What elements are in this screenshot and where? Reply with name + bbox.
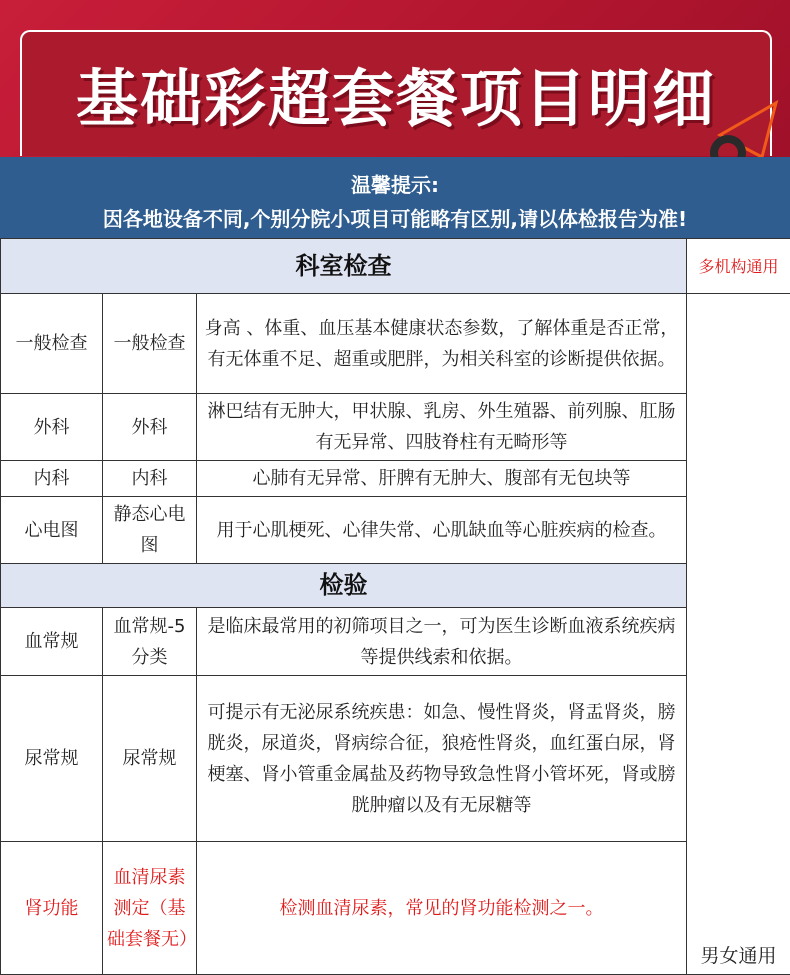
row-description: 可提示有无泌尿系统疾患：如急、慢性肾炎，肾盂肾炎，膀胱炎，尿道炎，肾病综合征，狼疮性肾炎，血红蛋白尿，肾梗塞、肾小管重金属盐及药物导致急性肾小管坏死，肾或膀胱肿瘤以及有无尿糖等 [197,676,687,842]
row-item: 静态心电图 [103,497,197,564]
section-dept-title: 科室检查 [1,239,687,294]
row-description: 是临床最常用的初筛项目之一，可为医生诊断血液系统疾病等提供线索和依据。 [197,608,687,676]
notice-bar [0,157,790,238]
row-category: 一般检查 [1,294,103,394]
row-category: 内科 [1,461,103,497]
row-description: 心肺有无异常、肝脾有无肿大、腹部有无包块等 [197,461,687,497]
row-category: 心电图 [1,497,103,564]
notice-title: 温馨提示: [0,169,790,198]
row-category: 血常规 [1,608,103,676]
scope-label: 多机构通用 [687,239,790,294]
row-item: 外科 [103,394,197,461]
row-item: 血清尿素测定（基础套餐无） [103,842,197,975]
row-description: 用于心肌梗死、心律失常、心肌缺血等心脏疾病的检查。 [197,497,687,564]
row-description: 淋巴结有无肿大，甲状腺、乳房、外生殖器、前列腺、肛肠有无异常、四肢脊柱有无畸形等 [197,394,687,461]
page-title: 基础彩超套餐项目明细 [20,30,772,156]
row-category: 外科 [1,394,103,461]
row-description: 身高 、体重、血压基本健康状态参数，了解体重是否正常，有无体重不足、超重或肥胖，为相关科室的诊断提供依据。 [197,294,687,394]
gender-label: 男女通用 [687,294,790,975]
notice-text: 因各地设备不同,个别分院小项目可能略有区别,请以体检报告为准! [0,203,790,232]
row-item: 尿常规 [103,676,197,842]
section-lab-title: 检验 [1,564,687,608]
row-item: 内科 [103,461,197,497]
row-description: 检测血清尿素，常见的肾功能检测之一。 [197,842,687,975]
row-category: 肾功能 [1,842,103,975]
row-item: 血常规-5分类 [103,608,197,676]
package-table [0,238,790,975]
row-item: 一般检查 [103,294,197,394]
row-category: 尿常规 [1,676,103,842]
